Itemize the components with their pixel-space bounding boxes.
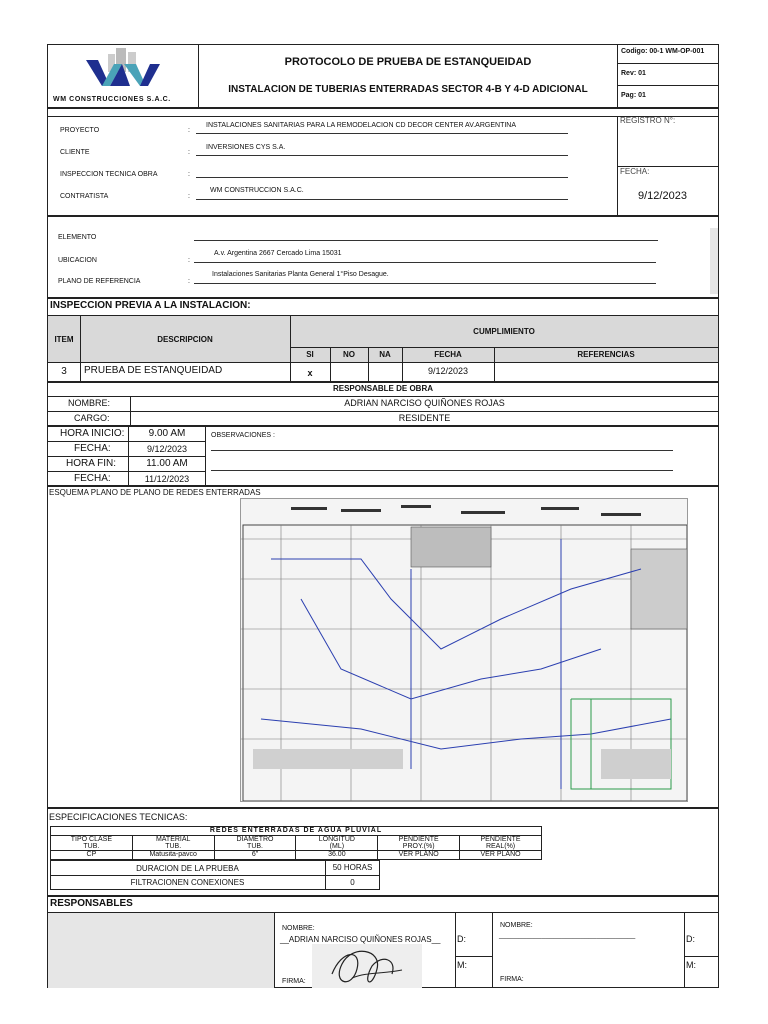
resp-line-1 (47, 396, 719, 397)
row-item: 3 (61, 366, 67, 377)
resp-divider-1 (274, 912, 275, 988)
specs-title: ESPECIFICACIONES TECNICAS: (49, 812, 188, 822)
fecha-1-label: FECHA: (74, 443, 111, 454)
specs-header-cell: DIAMETRO TUB. (214, 836, 296, 851)
specs-cell: 6" (214, 851, 296, 860)
hora-fin-label: HORA FIN: (66, 458, 117, 469)
code-text: Codigo: 00-1 WM-OP-001 (618, 44, 719, 64)
page-text: Pag: 01 (621, 92, 646, 99)
proyecto-value: INSTALACIONES SANITARIAS PARA LA REMODELACION CD DECOR CENTER AV.ARGENTINA (196, 122, 568, 134)
col-referencias: REFERENCIAS (577, 350, 635, 359)
specs-header-cell: TIPO CLASE TUB. (51, 836, 133, 851)
nombre-2-value: ___________________________________ (499, 932, 636, 939)
contratista-label: CONTRATISTA (60, 193, 109, 200)
responsables-title: RESPONSABLES (50, 898, 133, 909)
observaciones-line-2 (211, 470, 673, 471)
cliente-colon: : (188, 149, 190, 156)
plano-colon: : (188, 278, 190, 285)
specs-table (50, 826, 542, 860)
registro-cell (617, 116, 719, 216)
fecha-value: 9/12/2023 (638, 190, 687, 202)
duracion-label: DURACION DE LA PRUEBA (136, 864, 239, 873)
m-1-label: M: (457, 960, 467, 970)
document-title: PROTOCOLO DE PRUEBA DE ESTANQUEIDAD (284, 56, 532, 68)
fecha-1-value: 9/12/2023 (146, 444, 188, 454)
cliente-label: CLIENTE (60, 149, 90, 156)
elemento-value (194, 229, 658, 241)
plan-title: ESQUEMA PLANO DE PLANO DE REDES ENTERRADAS (49, 488, 261, 497)
specs-table-title: REDES ENTERRADAS DE AGUA PLUVIAL (51, 827, 542, 836)
plano-value: Instalaciones Sanitarias Planta General 1°Piso Desague. (194, 271, 656, 284)
observaciones-label: OBSERVACIONES : (211, 432, 275, 439)
fecha-label: FECHA: (620, 167, 650, 176)
col-si: SI (306, 350, 314, 359)
ubicacion-colon: : (188, 257, 190, 264)
sched-line-2 (47, 456, 206, 457)
specs-header-cell: PENDIENTE PROY.(%) (378, 836, 460, 851)
d-2-label: D: (686, 934, 695, 944)
nombre-1-value: __ADRIAN NARCISO QUIÑONES ROJAS__ (280, 935, 441, 944)
col-fecha: FECHA (434, 350, 462, 359)
cargo-value: RESIDENTE (398, 413, 451, 423)
specs-data-row (51, 851, 542, 860)
specs-cell: Matusita-pavco (132, 851, 214, 860)
sched-line-3 (47, 471, 206, 472)
nombre-2-label: NOMBRE: (500, 922, 533, 929)
cumpl-line (290, 347, 718, 348)
contratista-colon: : (188, 193, 190, 200)
responsables-left-fill (48, 913, 274, 988)
resp-dm-line-2 (684, 956, 719, 957)
hora-inicio-value: 9.00 AM (148, 428, 186, 439)
nombre-label: NOMBRE: (68, 398, 111, 408)
proyecto-label: PROYECTO (60, 127, 100, 134)
sched-line-1 (47, 441, 206, 442)
specs-header-cell: LONGITUD (ML) (296, 836, 378, 851)
specs-header-cell: PENDIENTE REAL(%) (460, 836, 542, 851)
duration-divider-h (50, 875, 380, 876)
header-bottom-line (47, 362, 719, 363)
fecha-2-label: FECHA: (74, 473, 111, 484)
specs-cell: CP (51, 851, 133, 860)
company-name: WM CONSTRUCCIONES S.A.C. (53, 96, 171, 103)
inspection-title: INSPECCION PREVIA A LA INSTALACION: (50, 300, 251, 311)
elemento-label: ELEMENTO (58, 234, 97, 241)
firma-2-label: FIRMA: (500, 976, 524, 983)
resp-divider-3 (492, 912, 493, 988)
duracion-value: 50 HORAS (332, 863, 373, 872)
d-1-label: D: (457, 934, 466, 944)
filtraciones-value: 0 (350, 878, 355, 887)
resp-dm-line-1 (455, 956, 492, 957)
row-fecha: 9/12/2023 (427, 366, 469, 376)
resp-divider-2 (455, 912, 456, 988)
nombre-1-label: NOMBRE: (282, 925, 315, 932)
col-na: NA (379, 350, 391, 359)
inspeccion-colon: : (188, 171, 190, 178)
inspeccion-value (196, 166, 568, 178)
registro-label: REGISTRO N°: (620, 116, 676, 125)
logo-cell (47, 44, 199, 108)
location-right-band (710, 228, 718, 294)
code-cell (617, 44, 719, 108)
resp-divider-4 (684, 912, 685, 988)
specs-header-cell: MATERIAL TUB. (132, 836, 214, 851)
hora-fin-value: 11.00 AM (146, 458, 188, 469)
contratista-value: WM CONSTRUCCION S.A.C. (196, 187, 568, 200)
row-descripcion: PRUEBA DE ESTANQUEIDAD (84, 365, 223, 376)
specs-cell: 36.00 (296, 851, 378, 860)
specs-header-row (51, 836, 542, 851)
specs-cell: VER PLANO (378, 851, 460, 860)
company-logo-icon (68, 46, 178, 94)
nombre-value: ADRIAN NARCISO QUIÑONES ROJAS (344, 398, 505, 408)
firma-1-label: FIRMA: (282, 978, 306, 985)
resp-line-2 (47, 411, 719, 412)
fecha-2-value: 11/12/2023 (144, 474, 190, 484)
signature-icon (312, 944, 422, 988)
inspeccion-label: INSPECCION TECNICA OBRA (60, 171, 158, 178)
col-descripcion: DESCRIPCION (157, 335, 213, 344)
plano-label: PLANO DE REFERENCIA (58, 278, 141, 285)
observaciones-line-1 (211, 450, 673, 451)
responsable-title: RESPONSABLE DE OBRA (332, 384, 433, 393)
specs-cell: VER PLANO (460, 851, 542, 860)
col-item-divider (80, 316, 81, 382)
document-subtitle: INSTALACION DE TUBERIAS ENTERRADAS SECTOR 4-B Y 4-D ADICIONAL (228, 84, 588, 95)
plan-drawing-icon (241, 499, 688, 802)
cliente-value: INVERSIONES CYS S.A. (196, 144, 568, 156)
cargo-label: CARGO: (74, 413, 110, 423)
m-2-label: M: (686, 960, 696, 970)
hora-inicio-label: HORA INICIO: (60, 428, 125, 439)
col-cumplimiento: CUMPLIMIENTO (473, 327, 535, 336)
filtraciones-label: FILTRACIONEN CONEXIONES (130, 878, 245, 887)
plan-drawing (240, 498, 688, 802)
rev-text: Rev: 01 (618, 64, 719, 86)
col-item: ITEM (54, 335, 74, 344)
row-si: x (307, 368, 313, 378)
ubicacion-value: A.v. Argentina 2667 Cercado Lima 15031 (194, 250, 656, 263)
col-no: NO (343, 350, 355, 359)
ubicacion-label: UBICACION (58, 257, 97, 264)
proyecto-colon: : (188, 127, 190, 134)
